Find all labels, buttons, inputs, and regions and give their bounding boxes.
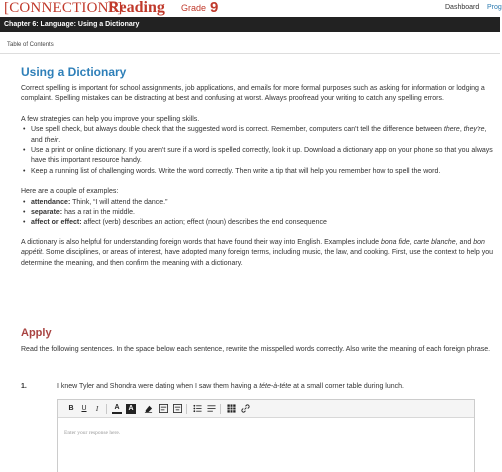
list-item: • attendance: Think, “I will attend the dance.” [21, 198, 495, 208]
eraser-icon[interactable] [143, 404, 153, 414]
list-item: • Use spell check, but always double check that the suggested word is correct. Remember, computers can't tell the difference between there, they're, and their. [21, 125, 495, 146]
examples-intro: Here are a couple of examples: [21, 188, 119, 196]
grade-number: 9 [210, 0, 219, 16]
italic-button[interactable]: I [95, 405, 99, 413]
apply-title: Apply [21, 327, 52, 339]
toolbar-divider [106, 404, 107, 414]
question-text: I knew Tyler and Shondra were dating when I saw them having a téte-à-téte at a small corner table during lunch. [57, 383, 404, 390]
chapter-bar [0, 17, 500, 32]
response-input[interactable]: Enter your response here. [64, 430, 121, 436]
brand-logo: [CONNECTIONS] [4, 0, 123, 16]
chapter-title: Chapter 6: Language: Using a Dictionary [4, 21, 140, 28]
underline-button[interactable]: U [81, 405, 87, 412]
align-center-icon[interactable] [172, 404, 182, 414]
top-header [0, 0, 500, 16]
bulleted-list-icon[interactable] [192, 404, 202, 414]
editor-toolbar [58, 400, 474, 418]
lesson-title: Using a Dictionary [21, 65, 127, 79]
nav-progress-link[interactable]: Prog [487, 4, 502, 11]
apply-instructions: Read the following sentences. In the space below each sentence, rewrite the misspelled words correctly. Also write the meaning of each foreign phrase. [21, 346, 491, 353]
toc-bar [0, 38, 500, 54]
lesson-intro: Correct spelling is important for school assignments, job applications, and emails for more formal purposes such as asking for information or lodging a complaint. Spelling mistakes can be distracting at best and confusing at worst. Always proofread your writing to catch any spelling errors. [21, 85, 485, 103]
numbered-list-icon[interactable] [206, 404, 216, 414]
list-item: • Use a print or online dictionary. If you aren't sure if a word is spelled correctly, look it up. Download a dictionary app on your phone so that you always have this important resource handy. [21, 146, 495, 167]
link-icon[interactable] [240, 404, 250, 414]
table-icon[interactable] [226, 404, 236, 414]
background-color-button[interactable]: A [126, 404, 136, 414]
list-item: • affect or effect: affect (verb) describes an action; effect (noun) describes the end consequence [21, 218, 495, 228]
response-editor [57, 399, 475, 472]
text-color-button[interactable]: A [112, 404, 122, 414]
lesson-content [21, 64, 495, 269]
table-of-contents-link[interactable]: Table of Contents [7, 42, 54, 48]
list-item: • Keep a running list of challenging words. Write the word correctly. Then write a tip that will help you remember how to spell the word. [21, 167, 495, 177]
product-name: Reading [108, 0, 165, 16]
align-left-icon[interactable] [158, 404, 168, 414]
bold-button[interactable]: B [68, 405, 74, 412]
list-item: • separate: has a rat in the middle. [21, 208, 495, 218]
dictionary-paragraph: A dictionary is also helpful for understanding foreign words that have found their way into English. Examples include bona fide, carte blanche, and bon appétit. Some disciplines, or areas of interest, have adopted many foreign terms, including music, the law, and cooking. First, use the context to help you determine the meaning, and then confirm the meaning with a dictionary. [21, 238, 493, 267]
grade-label: Grade [181, 3, 207, 13]
toolbar-divider [220, 404, 221, 414]
examples-list [21, 198, 495, 229]
toolbar-divider [186, 404, 187, 414]
strategies-list [21, 125, 495, 177]
nav-dashboard-link[interactable]: Dashboard [445, 4, 480, 11]
strategies-intro: A few strategies can help you improve your spelling skills. [21, 115, 200, 123]
question-number: 1. [21, 383, 27, 390]
